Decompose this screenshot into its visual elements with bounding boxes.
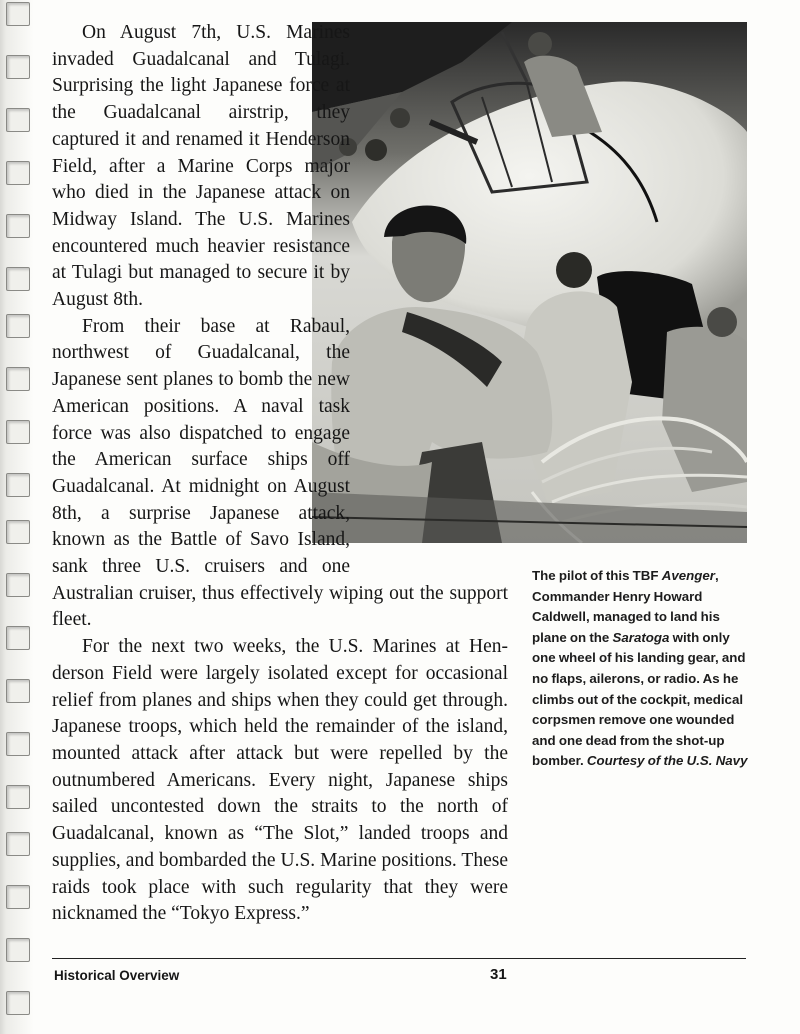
binder-hole [6,885,30,909]
caption-aircraft-name: Avenger [661,568,715,583]
photo-caption [532,566,754,772]
binder-hole [6,520,30,544]
binder-hole [6,161,30,185]
footer-section-title: Historical Overview [54,968,180,983]
binder-hole [6,267,30,291]
caption-text: with only one wheel of his landing gear, and no flaps, ailerons, or radio. As he climbs out of the cockpit, medical corpsmen remove one wounded and one dead from the shot-up bomber. [532,629,746,769]
page-number: 31 [490,966,507,983]
footer-divider [52,958,746,959]
binder-hole [6,420,30,444]
binder-hole [6,108,30,132]
binder-hole [6,785,30,809]
binder-hole [6,626,30,650]
caption-ship-name: Saratoga [612,629,670,645]
binder-hole [6,832,30,856]
caption-text: The pilot of this TBF [532,568,662,583]
binder-hole [6,679,30,703]
binder-hole [6,214,30,238]
binder-hole [6,367,30,391]
paragraph: On August 7th, U.S. Marines invaded Guadalcanal and Tulagi. Surprising the light Japanese force at the Guadalcanal airstrip, they captured it and renamed it Henderson Field, after a Marine Corps major who died in the Japanese attack on Midway Island. The U.S. Marines encountered much heavier resistance at Tulagi but managed to secure it by August 8th. [52,22,350,311]
caption-text: , Commander Henry Howard Caldwell, managed to land his plane on the [532,568,720,645]
paragraph: From their base at Rabaul, northwest of Guadalcanal, the Japanese sent planes to bomb the new American positions. A naval task force was also dispatched to engage the American surface ships off Guadalcanal. At midnight on August 8th, a surprise Japanese attack, known as the Battle of Savo Island, sank three U.S. cruisers and one Australian cruiser, thus effectively wiping out the support fleet. [52,315,508,631]
binder-hole [6,314,30,338]
binder-hole [6,55,30,79]
binder-hole [6,573,30,597]
binder-hole [6,473,30,497]
binder-hole [6,732,30,756]
binder-hole [6,991,30,1015]
photo-text-wrap-spacer [362,20,800,550]
photo-credit: Courtesy of the U.S. Navy [586,753,748,769]
paragraph: For the next two weeks, the U.S. Marines at Henderson Field were largely isolated except for occasional relief from planes and ships when they could get through. Japanese troops, which held the remainder of the island, mounted attack after attack but were repelled by the outnumbered Americans. Every night, Japanese ships sailed uncontested down the straits to the north of Guadalcanal, known as “The Slot,” landed troops and supplies, and bombarded the U.S. Marine positions. These raids took place with such regularity that they were nicknamed the “Tokyo Express.” [52,636,508,925]
article-body [52,20,508,928]
binder-hole-strip [0,0,34,1034]
binder-hole [6,938,30,962]
binder-hole [6,2,30,26]
